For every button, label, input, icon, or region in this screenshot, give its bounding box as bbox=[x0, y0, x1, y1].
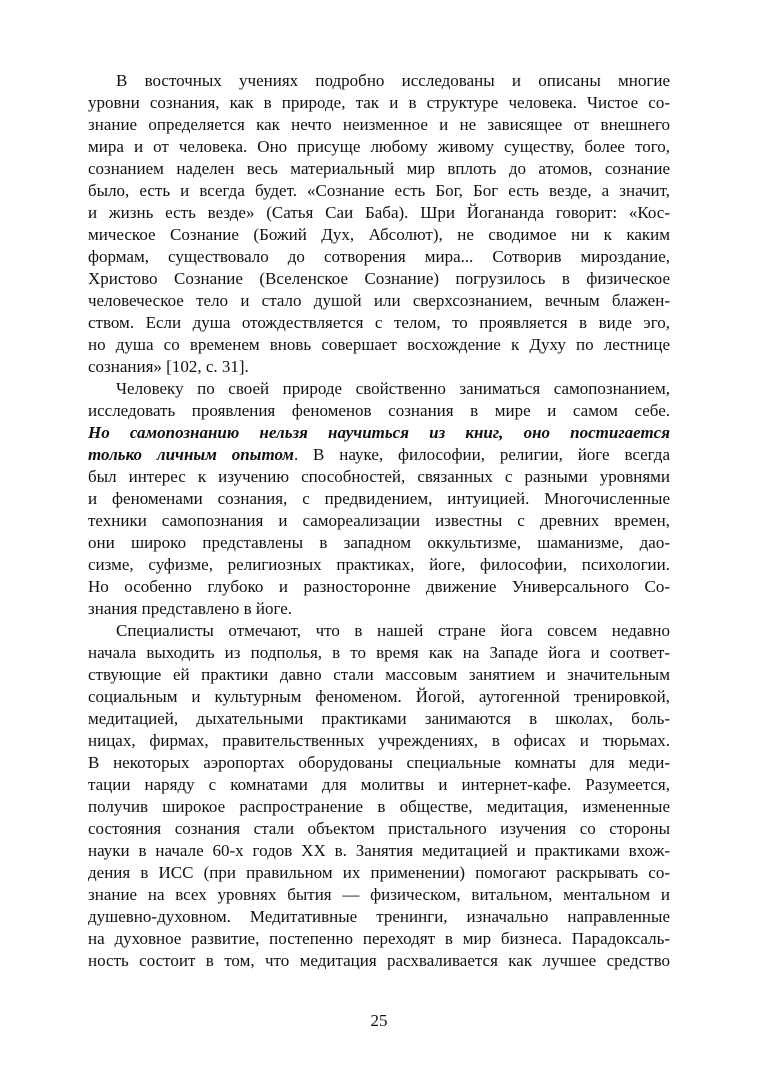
text-line: получив широкое распространение в обществе, медитация, измененные bbox=[88, 797, 670, 816]
text-line: В некоторых аэропортах оборудованы специальные комнаты для меди- bbox=[88, 753, 670, 772]
text-line: науки в начале 60-х годов XX в. Занятия медитацией и практиками вхож- bbox=[88, 841, 670, 860]
text-line: Специалисты отмечают, что в нашей стране йога совсем недавно bbox=[116, 621, 670, 640]
text-line: на духовное развитие, постепенно переходят в мир бизнеса. Парадоксаль- bbox=[88, 929, 670, 948]
text-line: мира и от человека. Оно присуще любому живому существу, более того, bbox=[88, 137, 670, 156]
text-line: и феноменами сознания, с предвидением, интуицией. Многочисленные bbox=[88, 489, 670, 508]
text-line: ством. Если душа отождествляется с телом, то проявляется в виде эго, bbox=[88, 313, 670, 332]
text-line: ность состоит в том, что медитация расхваливается как лучшее средство bbox=[88, 951, 670, 970]
text-line: Человеку по своей природе свойственно заниматься самопознанием, bbox=[116, 379, 670, 398]
text-line: медитацией, дыхательными практиками занимаются в школах, боль- bbox=[88, 709, 670, 728]
text-line: уровни сознания, как в природе, так и в структуре человека. Чистое со- bbox=[88, 93, 670, 112]
text-line: состояния сознания стали объектом пристального изучения со стороны bbox=[88, 819, 670, 838]
text-line-rest: . В науке, философии, религии, йоге всегда bbox=[293, 445, 670, 464]
text-line: В восточных учениях подробно исследованы и описаны многие bbox=[116, 71, 670, 90]
text-line: исследовать проявления феноменов сознания в мире и самом себе. bbox=[88, 401, 670, 420]
emphasis-text-line: Но самопознанию нельзя научиться из книг, оно постигается bbox=[88, 423, 670, 442]
text-line: тации наряду с комнатами для молитвы и интернет-кафе. Разумеется, bbox=[88, 775, 670, 794]
text-line: Христово Сознание (Вселенское Сознание) погрузилось в физическое bbox=[88, 269, 670, 288]
paragraph bbox=[88, 378, 670, 620]
text-line: ницах, фирмах, правительственных учреждениях, в офисах и тюрьмах. bbox=[88, 731, 670, 750]
emphasis-text: только личным опытом bbox=[88, 445, 294, 464]
text-line: был интерес к изучению способностей, связанных с разными уровнями bbox=[88, 467, 670, 486]
text-line: душевно-духовном. Медитативные тренинги, изначально направленные bbox=[88, 907, 670, 926]
text-line: сизме, суфизме, религиозных практиках, йоге, философии, психологии. bbox=[88, 555, 670, 574]
text-line: ствующие ей практики давно стали массовым занятием и значительным bbox=[88, 665, 670, 684]
text-line: мическое Сознание (Божий Дух, Абсолют), не сводимое ни к каким bbox=[88, 225, 670, 244]
text-line: знание на всех уровнях бытия — физическом, витальном, ментальном и bbox=[88, 885, 670, 904]
text-line: человеческое тело и стало душой или сверхсознанием, вечным блажен- bbox=[88, 291, 670, 310]
page-number: 25 bbox=[370, 1011, 388, 1030]
text-line: знание определяется как нечто неизменное и не зависящее от внешнего bbox=[88, 115, 670, 134]
text-line: знания представлено в йоге. bbox=[88, 599, 293, 618]
text-line: сознанием наделен весь материальный мир вплоть до атомов, сознание bbox=[88, 159, 670, 178]
text-line: но душа со временем вновь совершает восхождение к Духу по лестнице bbox=[88, 335, 670, 354]
text-line: формам, существовало до сотворения мира... Сотворив мироздание, bbox=[88, 247, 670, 266]
text-line: было, есть и всегда будет. «Сознание есть Бог, Бог есть везде, а значит, bbox=[88, 181, 670, 200]
mixed-text-line bbox=[88, 444, 670, 466]
paragraph bbox=[88, 70, 670, 378]
document-page bbox=[88, 70, 670, 972]
text-line: Но особенно глубоко и разносторонне движение Универсального Со- bbox=[88, 577, 670, 596]
paragraph bbox=[88, 620, 670, 972]
text-line: начала выходить из подполья, в то время как на Западе йога и соответ- bbox=[88, 643, 670, 662]
text-line: и жизнь есть везде» (Сатья Саи Баба). Шри Йогананда говорит: «Кос- bbox=[88, 203, 670, 222]
text-line: дения в ИСС (при правильном их применении) помогают раскрывать со- bbox=[88, 863, 670, 882]
text-line: социальным и культурным феноменом. Йогой, аутогенной тренировкой, bbox=[88, 687, 670, 706]
text-line: сознания» [102, с. 31]. bbox=[88, 357, 249, 376]
text-line: они широко представлены в западном оккультизме, шаманизме, дао- bbox=[88, 533, 670, 552]
text-line: техники самопознания и самореализации известны с древних времен, bbox=[88, 511, 670, 530]
